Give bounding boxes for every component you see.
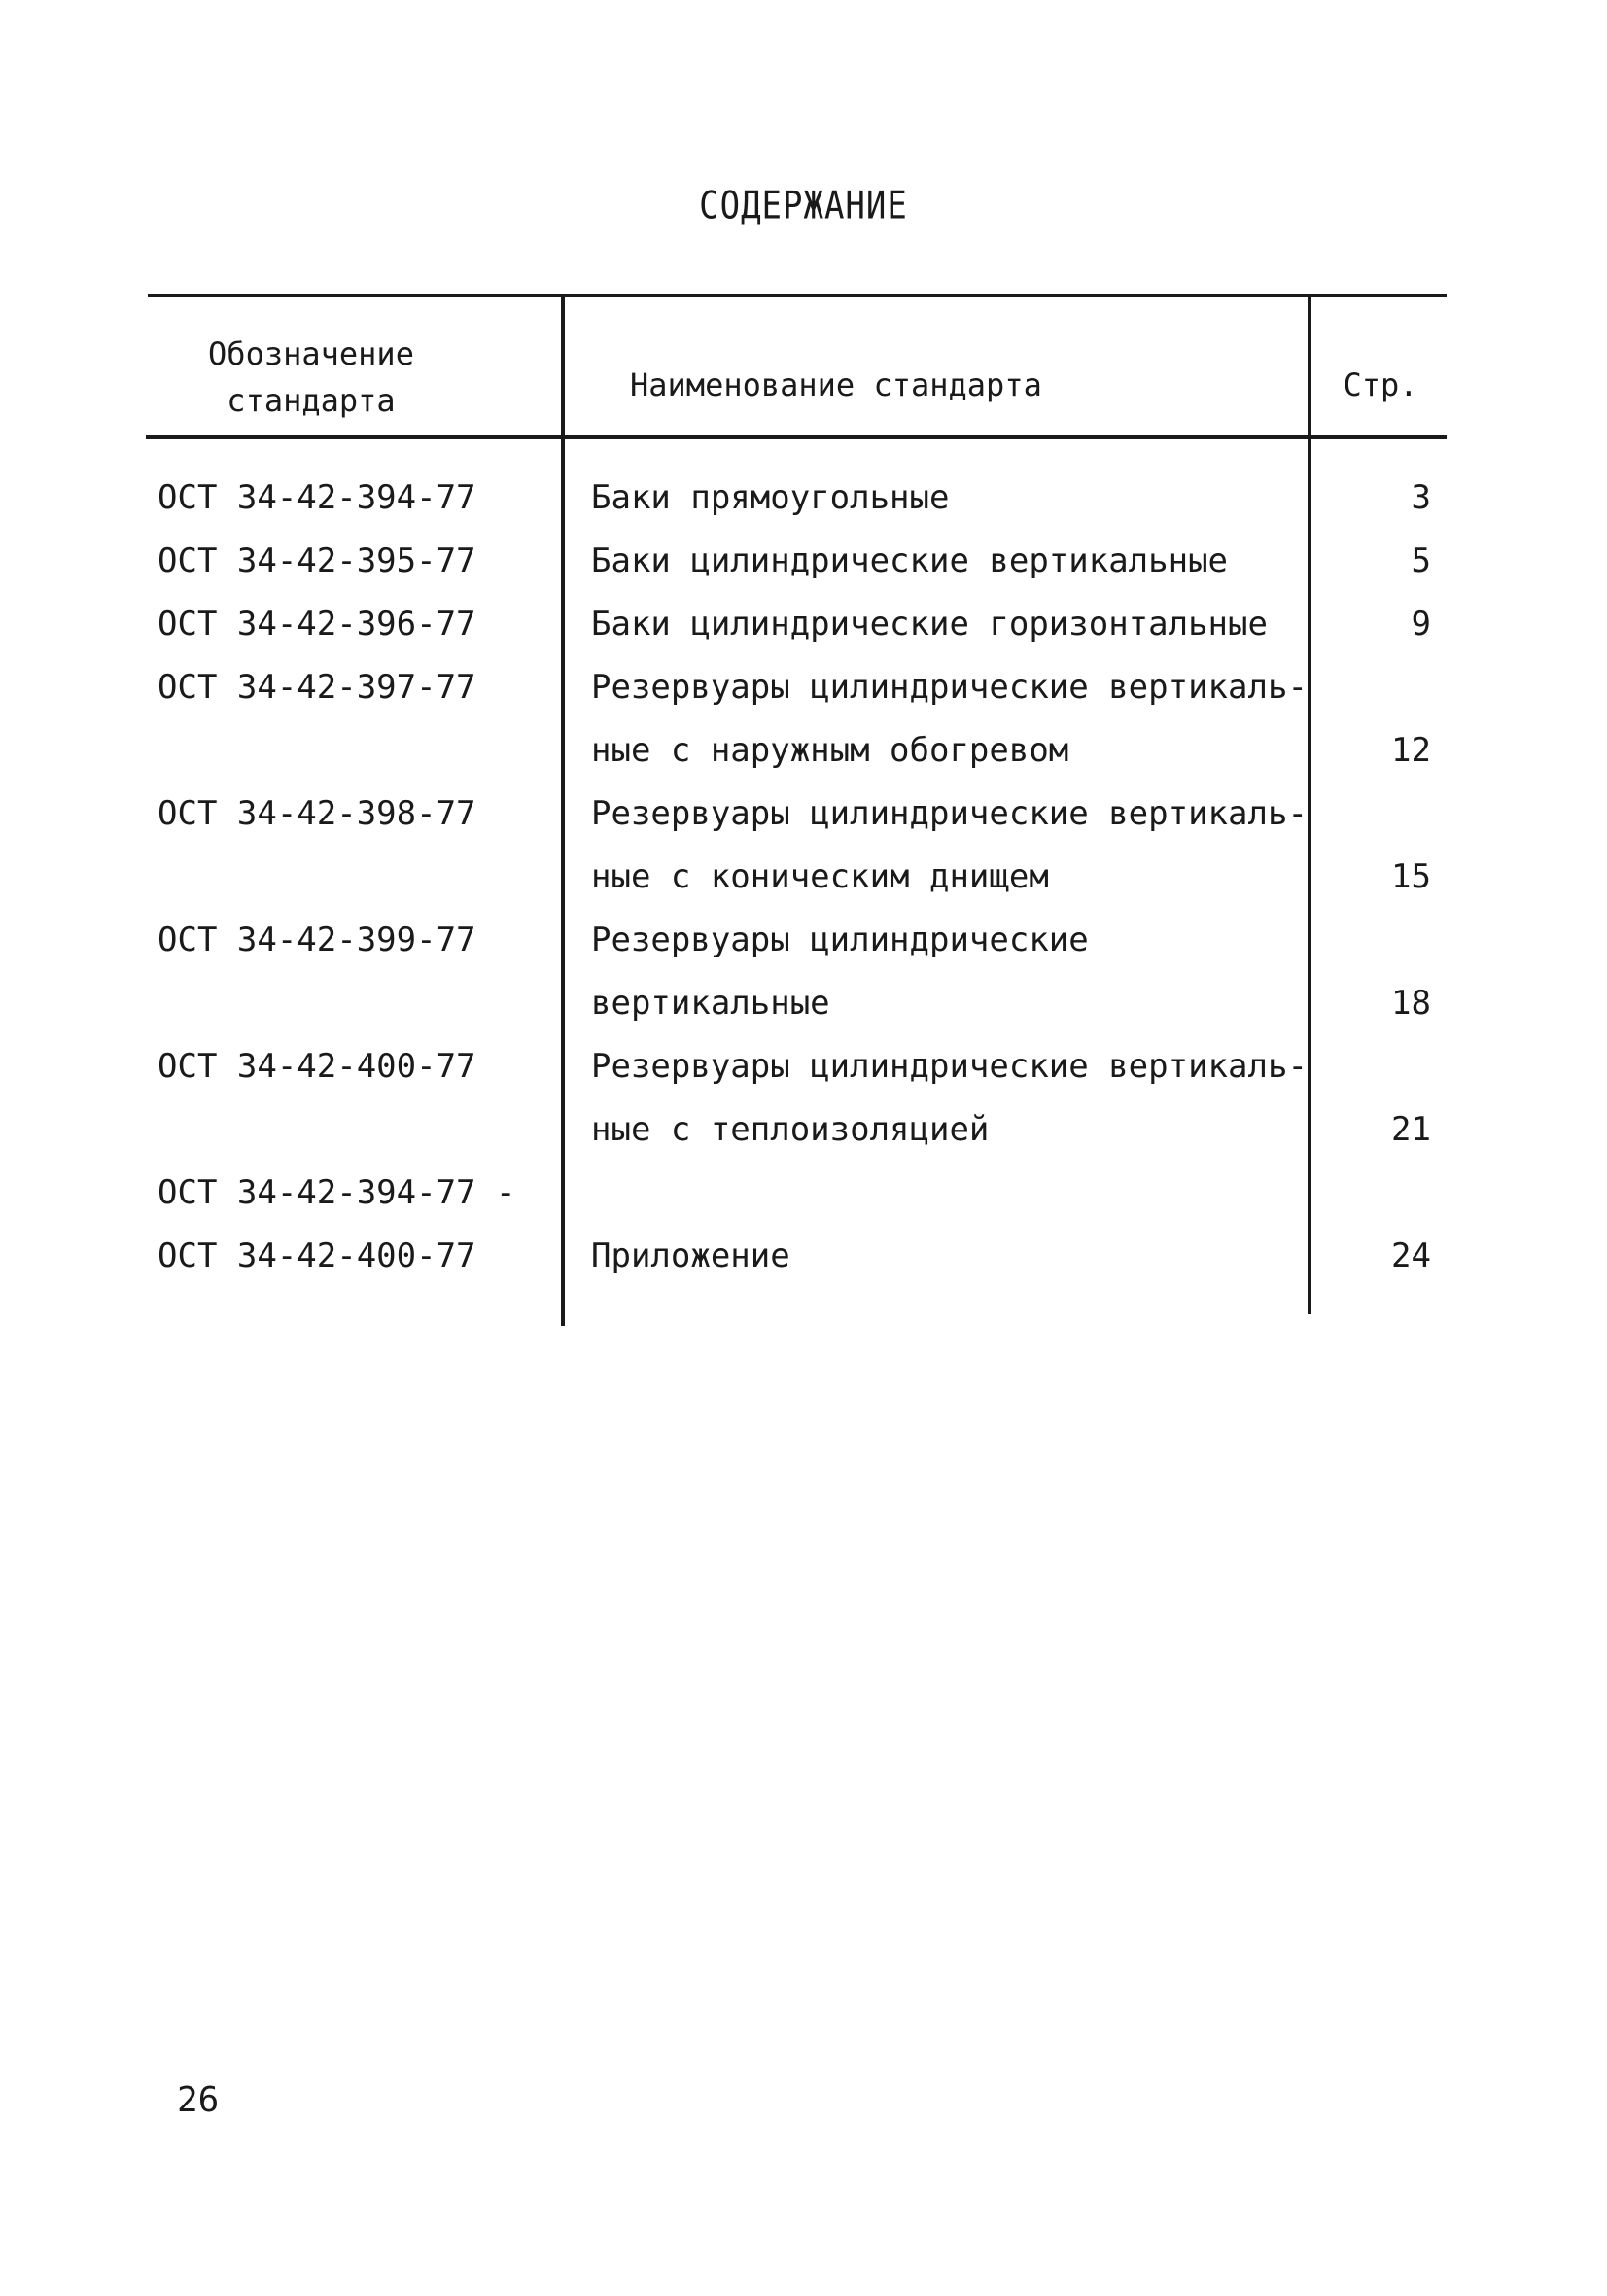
table-top-rule (148, 294, 1447, 297)
row-code: ОСТ 34-42-399-77 (157, 921, 476, 959)
table-body (0, 467, 1607, 1288)
row-page: 9 (1411, 605, 1431, 644)
row-name: Баки цилиндрические вертикальные (591, 541, 1229, 580)
table-row (0, 656, 1607, 719)
row-code: ОСТ 34-42-394-77 - (157, 1173, 516, 1212)
table-row (0, 846, 1607, 909)
row-name: Приложение (591, 1236, 790, 1275)
table-row (0, 783, 1607, 846)
header-code (165, 330, 457, 424)
table-row (0, 1225, 1607, 1288)
row-name: ные с теплоизоляцией (591, 1110, 990, 1149)
table-row (0, 1035, 1607, 1098)
row-page: 12 (1391, 731, 1431, 770)
row-code: ОСТ 34-42-397-77 (157, 668, 476, 707)
table-header-rule (146, 435, 1447, 439)
row-code: ОСТ 34-42-395-77 (157, 541, 476, 580)
table-row (0, 1162, 1607, 1225)
row-name: вертикальные (591, 984, 830, 1023)
page-number: 26 (177, 2080, 220, 2120)
document-title: СОДЕРЖАНИЕ (699, 184, 908, 228)
row-page: 3 (1411, 478, 1431, 517)
header-code-line2: стандарта (227, 382, 396, 419)
table-row (0, 1098, 1607, 1162)
row-name: Баки прямоугольные (591, 478, 950, 517)
row-name: Резервуары цилиндрические (591, 921, 1089, 959)
row-name: ные с наружным обогревом (591, 731, 1069, 770)
row-page: 5 (1411, 541, 1431, 580)
row-name: Резервуары цилиндрические вертикаль- (591, 1047, 1308, 1086)
row-page: 18 (1391, 984, 1431, 1023)
row-code: ОСТ 34-42-398-77 (157, 794, 476, 833)
table-row (0, 467, 1607, 530)
row-page: 24 (1391, 1236, 1431, 1275)
row-name: ные с коническим днищем (591, 857, 1049, 896)
row-code: ОСТ 34-42-400-77 (157, 1236, 476, 1275)
table-row (0, 972, 1607, 1035)
table-row (0, 719, 1607, 783)
row-page: 15 (1391, 857, 1431, 896)
header-code-line1: Обозначение (208, 335, 414, 372)
row-name: Резервуары цилиндрические вертикаль- (591, 668, 1308, 707)
table-row (0, 909, 1607, 972)
header-page: Стр. (1343, 366, 1418, 403)
row-code: ОСТ 34-42-394-77 (157, 478, 476, 517)
row-page: 21 (1391, 1110, 1431, 1149)
row-code: ОСТ 34-42-400-77 (157, 1047, 476, 1086)
row-name: Резервуары цилиндрические вертикаль- (591, 794, 1308, 833)
header-name: Наименование стандарта (630, 366, 1042, 403)
row-name: Баки цилиндрические горизонтальные (591, 605, 1268, 644)
table-row (0, 530, 1607, 593)
row-code: ОСТ 34-42-396-77 (157, 605, 476, 644)
table-row (0, 593, 1607, 656)
